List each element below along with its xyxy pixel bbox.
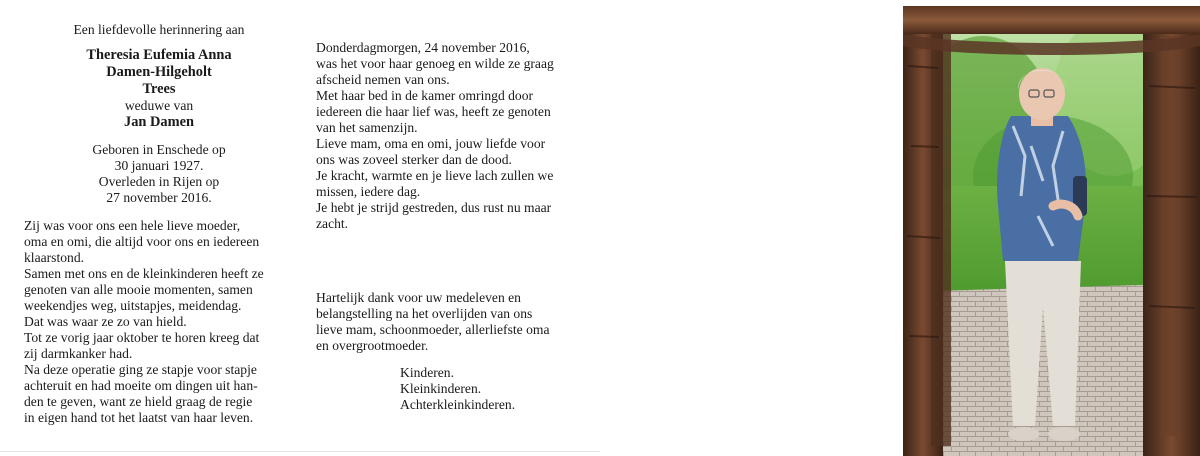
signature-line: Achterkleinkinderen. <box>400 397 516 412</box>
left-column <box>24 22 294 426</box>
intro-text: Een liefdevolle herinnering aan <box>73 22 245 37</box>
life-line: Overleden in Rijen op <box>98 174 220 189</box>
name-line: Theresia Eufemia Anna <box>86 47 232 63</box>
text-line: zacht. <box>316 216 349 231</box>
text-line: weekendjes weg, uitstapjes, meidendag. <box>24 298 242 313</box>
thanks-text <box>316 290 576 354</box>
name-line: Damen-Hilgeholt <box>106 64 212 80</box>
widow-of: weduwe van <box>124 98 194 113</box>
spouse-name: Jan Damen <box>124 114 194 130</box>
nickname: Trees <box>142 81 176 97</box>
text-line: was het voor haar genoeg en wilde ze graag <box>316 56 554 71</box>
text-line: in eigen hand tot het laatst van haar leven. <box>24 410 254 425</box>
text-line: Je hebt je strijd gestreden, dus rust nu maar <box>316 200 552 215</box>
top-beam <box>903 6 1200 34</box>
tribute-text <box>24 218 294 426</box>
deceased-name <box>24 47 294 98</box>
text-line: Zij was voor ons een hele lieve moeder, <box>24 218 241 233</box>
text-line: Donderdagmorgen, 24 november 2016, <box>316 40 530 55</box>
text-line: Na deze operatie ging ze stapje voor stapje <box>24 362 257 377</box>
life-line: Geboren in Enschede op <box>92 142 226 157</box>
text-line: en overgrootmoeder. <box>316 338 429 353</box>
signature <box>400 365 515 413</box>
text-line: Samen met ons en de kleinkinderen heeft ze <box>24 266 264 281</box>
text-line: van het samenzijn. <box>316 120 418 135</box>
life-line: 30 januari 1927. <box>114 158 204 173</box>
text-line: Tot ze vorig jaar oktober te horen kreeg dat <box>24 330 260 345</box>
text-line: belangstelling na het overlijden van ons <box>316 306 533 321</box>
text-line: ons was zoveel sterker dan de dood. <box>316 152 512 167</box>
text-line: Hartelijk dank voor uw medeleven en <box>316 290 521 305</box>
life-dates <box>24 142 294 206</box>
text-line: Met haar bed in de kamer omringd door <box>316 88 534 103</box>
text-line: oma en omi, die altijd voor ons en iedereen <box>24 234 260 249</box>
text-line: afscheid nemen van ons. <box>316 72 450 87</box>
text-line: iedereen die haar lief was, heeft ze genoten <box>316 104 551 119</box>
text-line: Dat was waar ze zo van hield. <box>24 314 187 329</box>
text-line: achteruit en had moeite om dingen uit han- <box>24 378 258 393</box>
text-line: zij darmkanker had. <box>24 346 133 361</box>
portrait-photo <box>903 6 1200 456</box>
text-line: lieve mam, schoonmoeder, allerliefste oma <box>316 322 550 337</box>
text-line: missen, iedere dag. <box>316 184 421 199</box>
fold-edge <box>0 451 600 452</box>
text-line: Je kracht, warmte en je lieve lach zullen we <box>316 168 554 183</box>
text-line: den te geven, want ze hield graag de regie <box>24 394 253 409</box>
life-line: 27 november 2016. <box>106 190 212 205</box>
farewell-text <box>316 40 576 232</box>
text-line: Lieve mam, oma en omi, jouw liefde voor <box>316 136 546 151</box>
text-line: klaarstond. <box>24 250 85 265</box>
text-line: genoten van alle mooie momenten, samen <box>24 282 253 297</box>
signature-line: Kinderen. <box>400 365 454 380</box>
signature-line: Kleinkinderen. <box>400 381 482 396</box>
